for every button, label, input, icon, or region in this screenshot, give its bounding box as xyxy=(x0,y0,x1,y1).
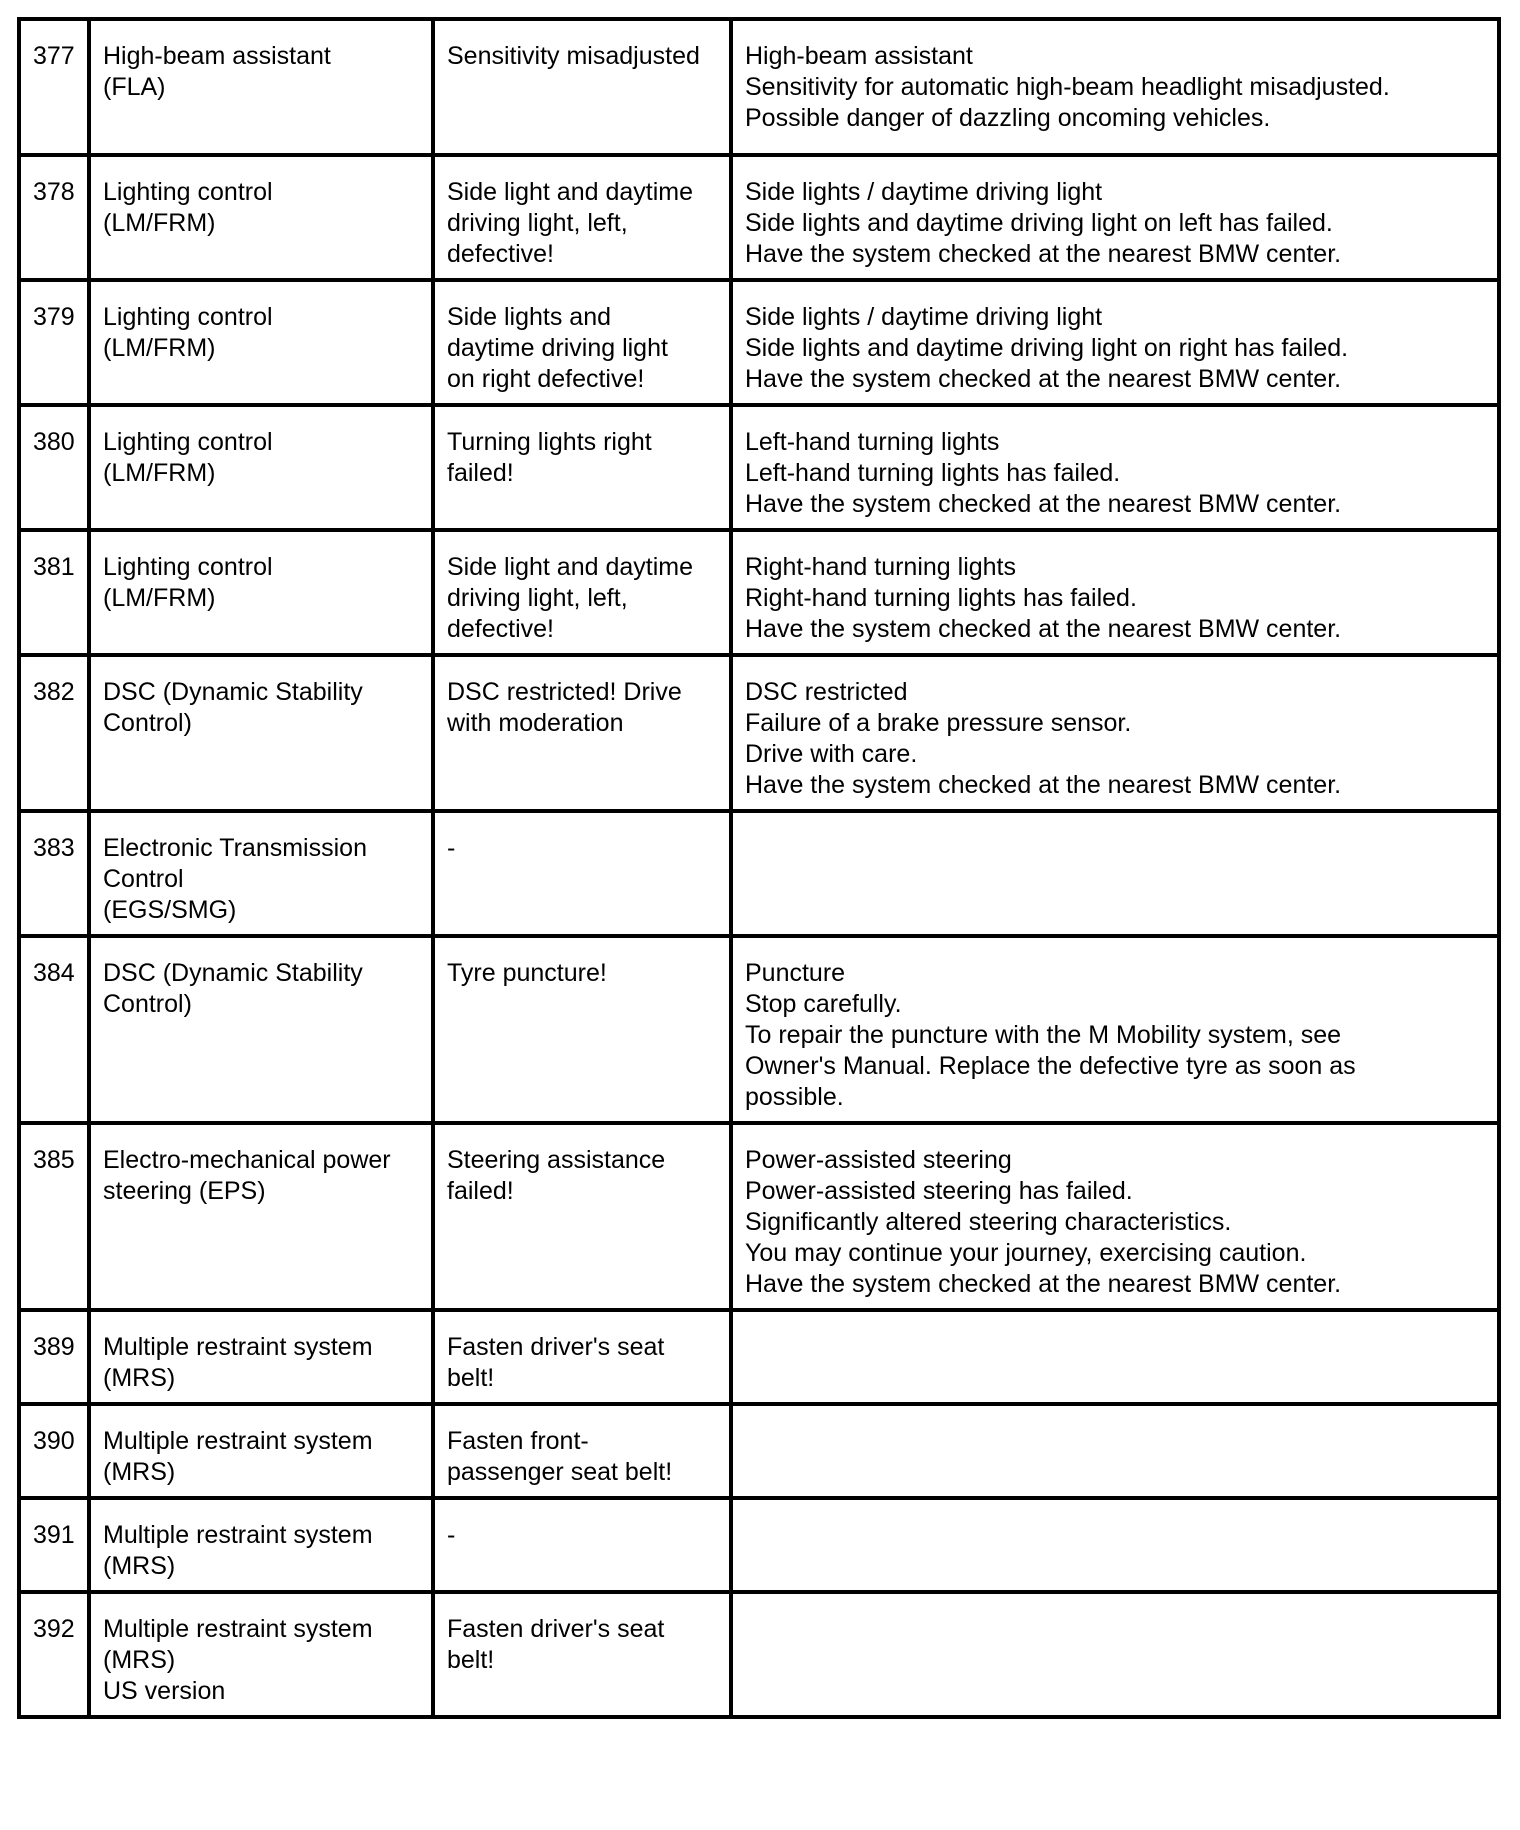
description-cell-line: possible. xyxy=(745,1083,844,1111)
description-cell-line: Have the system checked at the nearest BMW center. xyxy=(745,365,1342,393)
table-row xyxy=(19,530,1499,655)
description-cell-line: Side lights / daytime driving light xyxy=(745,178,1103,206)
system-cell-line: Control) xyxy=(103,709,192,737)
code-cell: 385 xyxy=(19,1123,89,1310)
code-cell: 384 xyxy=(19,936,89,1123)
system-cell xyxy=(89,280,433,405)
description-cell-line: Puncture xyxy=(745,959,846,987)
system-cell-line: (MRS) xyxy=(103,1364,176,1392)
message-cell-line: failed! xyxy=(447,1177,514,1205)
message-cell-line: with moderation xyxy=(447,709,624,737)
description-cell-line: Right-hand turning lights has failed. xyxy=(745,584,1137,612)
system-cell xyxy=(89,530,433,655)
table-row xyxy=(19,655,1499,811)
description-cell-line: Left-hand turning lights has failed. xyxy=(745,459,1121,487)
description-cell-line: Right-hand turning lights xyxy=(745,553,1016,581)
description-cell xyxy=(731,1310,1499,1404)
code-cell: 392 xyxy=(19,1592,89,1717)
system-cell-line: Control xyxy=(103,865,184,893)
description-cell xyxy=(731,530,1499,655)
message-cell-line: Steering assistance xyxy=(447,1146,666,1174)
message-cell-line: belt! xyxy=(447,1364,495,1392)
description-cell-line: Failure of a brake pressure sensor. xyxy=(745,709,1132,737)
table-row xyxy=(19,1404,1499,1498)
system-cell-line: Multiple restraint system xyxy=(103,1521,373,1549)
system-cell-line: (MRS) xyxy=(103,1458,176,1486)
description-cell xyxy=(731,811,1499,936)
message-cell-line: Tyre puncture! xyxy=(447,959,607,987)
code-cell: 378 xyxy=(19,155,89,280)
system-cell xyxy=(89,1310,433,1404)
message-cell xyxy=(433,811,731,936)
table-row xyxy=(19,936,1499,1123)
system-cell xyxy=(89,1123,433,1310)
message-cell xyxy=(433,19,731,155)
description-cell xyxy=(731,655,1499,811)
message-cell xyxy=(433,405,731,530)
message-cell-line: driving light, left, xyxy=(447,209,628,237)
table-row xyxy=(19,280,1499,405)
message-cell-line: Turning lights right xyxy=(447,428,652,456)
description-cell xyxy=(731,405,1499,530)
code-cell: 379 xyxy=(19,280,89,405)
system-cell-line: Multiple restraint system xyxy=(103,1333,373,1361)
table-row xyxy=(19,1498,1499,1592)
description-cell-line: Drive with care. xyxy=(745,740,918,768)
message-cell xyxy=(433,1592,731,1717)
description-cell-line: Stop carefully. xyxy=(745,990,902,1018)
code-cell: 382 xyxy=(19,655,89,811)
table-body xyxy=(19,19,1499,1717)
system-cell-line: (LM/FRM) xyxy=(103,459,216,487)
description-cell-line: Side lights and daytime driving light on left has failed. xyxy=(745,209,1333,237)
message-cell-line: Fasten front- xyxy=(447,1427,589,1455)
description-cell xyxy=(731,155,1499,280)
description-cell xyxy=(731,19,1499,155)
code-cell: 383 xyxy=(19,811,89,936)
message-cell-line: belt! xyxy=(447,1646,495,1674)
system-cell-line: DSC (Dynamic Stability xyxy=(103,678,363,706)
system-cell-line: Lighting control xyxy=(103,553,273,581)
message-cell-line: Fasten driver's seat xyxy=(447,1615,665,1643)
system-cell-line: Lighting control xyxy=(103,178,273,206)
system-cell xyxy=(89,811,433,936)
description-cell-line: Have the system checked at the nearest BMW center. xyxy=(745,240,1342,268)
system-cell-line: (LM/FRM) xyxy=(103,209,216,237)
message-cell-line: Sensitivity misadjusted xyxy=(447,42,700,70)
code-cell: 389 xyxy=(19,1310,89,1404)
description-cell-line: Side lights / daytime driving light xyxy=(745,303,1103,331)
code-cell: 391 xyxy=(19,1498,89,1592)
system-cell-line: (EGS/SMG) xyxy=(103,896,237,924)
system-cell xyxy=(89,1404,433,1498)
description-cell-line: Power-assisted steering has failed. xyxy=(745,1177,1133,1205)
system-cell-line: (MRS) xyxy=(103,1646,176,1674)
table-row xyxy=(19,155,1499,280)
message-cell-line: passenger seat belt! xyxy=(447,1458,673,1486)
table-row xyxy=(19,19,1499,155)
system-cell-line: (LM/FRM) xyxy=(103,584,216,612)
system-cell xyxy=(89,155,433,280)
system-cell-line: Multiple restraint system xyxy=(103,1427,373,1455)
description-cell-line: Possible danger of dazzling oncoming vehicles. xyxy=(745,104,1271,132)
code-cell: 380 xyxy=(19,405,89,530)
system-cell xyxy=(89,405,433,530)
system-cell-line: steering (EPS) xyxy=(103,1177,266,1205)
system-cell-line: DSC (Dynamic Stability xyxy=(103,959,363,987)
table-row xyxy=(19,1592,1499,1717)
description-cell-line: You may continue your journey, exercising caution. xyxy=(745,1239,1307,1267)
message-cell-line: defective! xyxy=(447,240,555,268)
message-cell-line: Side lights and xyxy=(447,303,612,331)
message-cell-line: driving light, left, xyxy=(447,584,628,612)
message-cell-line: daytime driving light xyxy=(447,334,668,362)
system-cell-line: Lighting control xyxy=(103,303,273,331)
system-cell-line: Lighting control xyxy=(103,428,273,456)
description-cell-line: Significantly altered steering characteristics. xyxy=(745,1208,1232,1236)
message-cell xyxy=(433,1123,731,1310)
message-cell-line: Side light and daytime xyxy=(447,553,693,581)
description-cell-line: Left-hand turning lights xyxy=(745,428,1000,456)
table-row xyxy=(19,1310,1499,1404)
system-cell-line: (LM/FRM) xyxy=(103,334,216,362)
system-cell-line: Electro-mechanical power xyxy=(103,1146,391,1174)
description-cell xyxy=(731,1404,1499,1498)
message-cell xyxy=(433,530,731,655)
system-cell-line: Electronic Transmission xyxy=(103,834,367,862)
message-cell xyxy=(433,936,731,1123)
description-cell-line: Owner's Manual. Replace the defective tyre as soon as xyxy=(745,1052,1356,1080)
message-cell-line: - xyxy=(447,1521,456,1549)
description-cell xyxy=(731,1498,1499,1592)
code-cell: 381 xyxy=(19,530,89,655)
description-cell xyxy=(731,936,1499,1123)
description-cell xyxy=(731,1123,1499,1310)
message-cell xyxy=(433,655,731,811)
description-cell-line: Power-assisted steering xyxy=(745,1146,1012,1174)
description-cell-line: High-beam assistant xyxy=(745,42,973,70)
system-cell xyxy=(89,1592,433,1717)
message-cell-line: defective! xyxy=(447,615,555,643)
system-cell-line: High-beam assistant xyxy=(103,42,331,70)
message-cell xyxy=(433,280,731,405)
system-cell-line: (FLA) xyxy=(103,73,166,101)
message-cell xyxy=(433,1404,731,1498)
code-cell: 390 xyxy=(19,1404,89,1498)
message-cell-line: - xyxy=(447,834,456,862)
system-cell-line: (MRS) xyxy=(103,1552,176,1580)
code-cell: 377 xyxy=(19,19,89,155)
description-cell xyxy=(731,280,1499,405)
system-cell xyxy=(89,655,433,811)
description-cell-line: DSC restricted xyxy=(745,678,908,706)
message-cell-line: on right defective! xyxy=(447,365,645,393)
system-cell-line: US version xyxy=(103,1677,226,1705)
message-cell xyxy=(433,155,731,280)
message-cell-line: DSC restricted! Drive xyxy=(447,678,682,706)
description-cell-line: Have the system checked at the nearest BMW center. xyxy=(745,615,1342,643)
system-cell xyxy=(89,19,433,155)
description-cell-line: Sensitivity for automatic high-beam headlight misadjusted. xyxy=(745,73,1390,101)
description-cell xyxy=(731,1592,1499,1717)
message-cell-line: Side light and daytime xyxy=(447,178,693,206)
table-row xyxy=(19,1123,1499,1310)
message-cell xyxy=(433,1498,731,1592)
system-cell xyxy=(89,936,433,1123)
check-control-table xyxy=(17,17,1501,1719)
description-cell-line: Have the system checked at the nearest BMW center. xyxy=(745,771,1342,799)
system-cell xyxy=(89,1498,433,1592)
table-row xyxy=(19,811,1499,936)
system-cell-line: Control) xyxy=(103,990,192,1018)
description-cell-line: Side lights and daytime driving light on right has failed. xyxy=(745,334,1349,362)
description-cell-line: To repair the puncture with the M Mobility system, see xyxy=(745,1021,1342,1049)
description-cell-line: Have the system checked at the nearest BMW center. xyxy=(745,490,1342,518)
message-cell-line: failed! xyxy=(447,459,514,487)
system-cell-line: Multiple restraint system xyxy=(103,1615,373,1643)
message-cell xyxy=(433,1310,731,1404)
description-cell-line: Have the system checked at the nearest BMW center. xyxy=(745,1270,1342,1298)
document-page xyxy=(17,17,1497,1719)
table-row xyxy=(19,405,1499,530)
message-cell-line: Fasten driver's seat xyxy=(447,1333,665,1361)
